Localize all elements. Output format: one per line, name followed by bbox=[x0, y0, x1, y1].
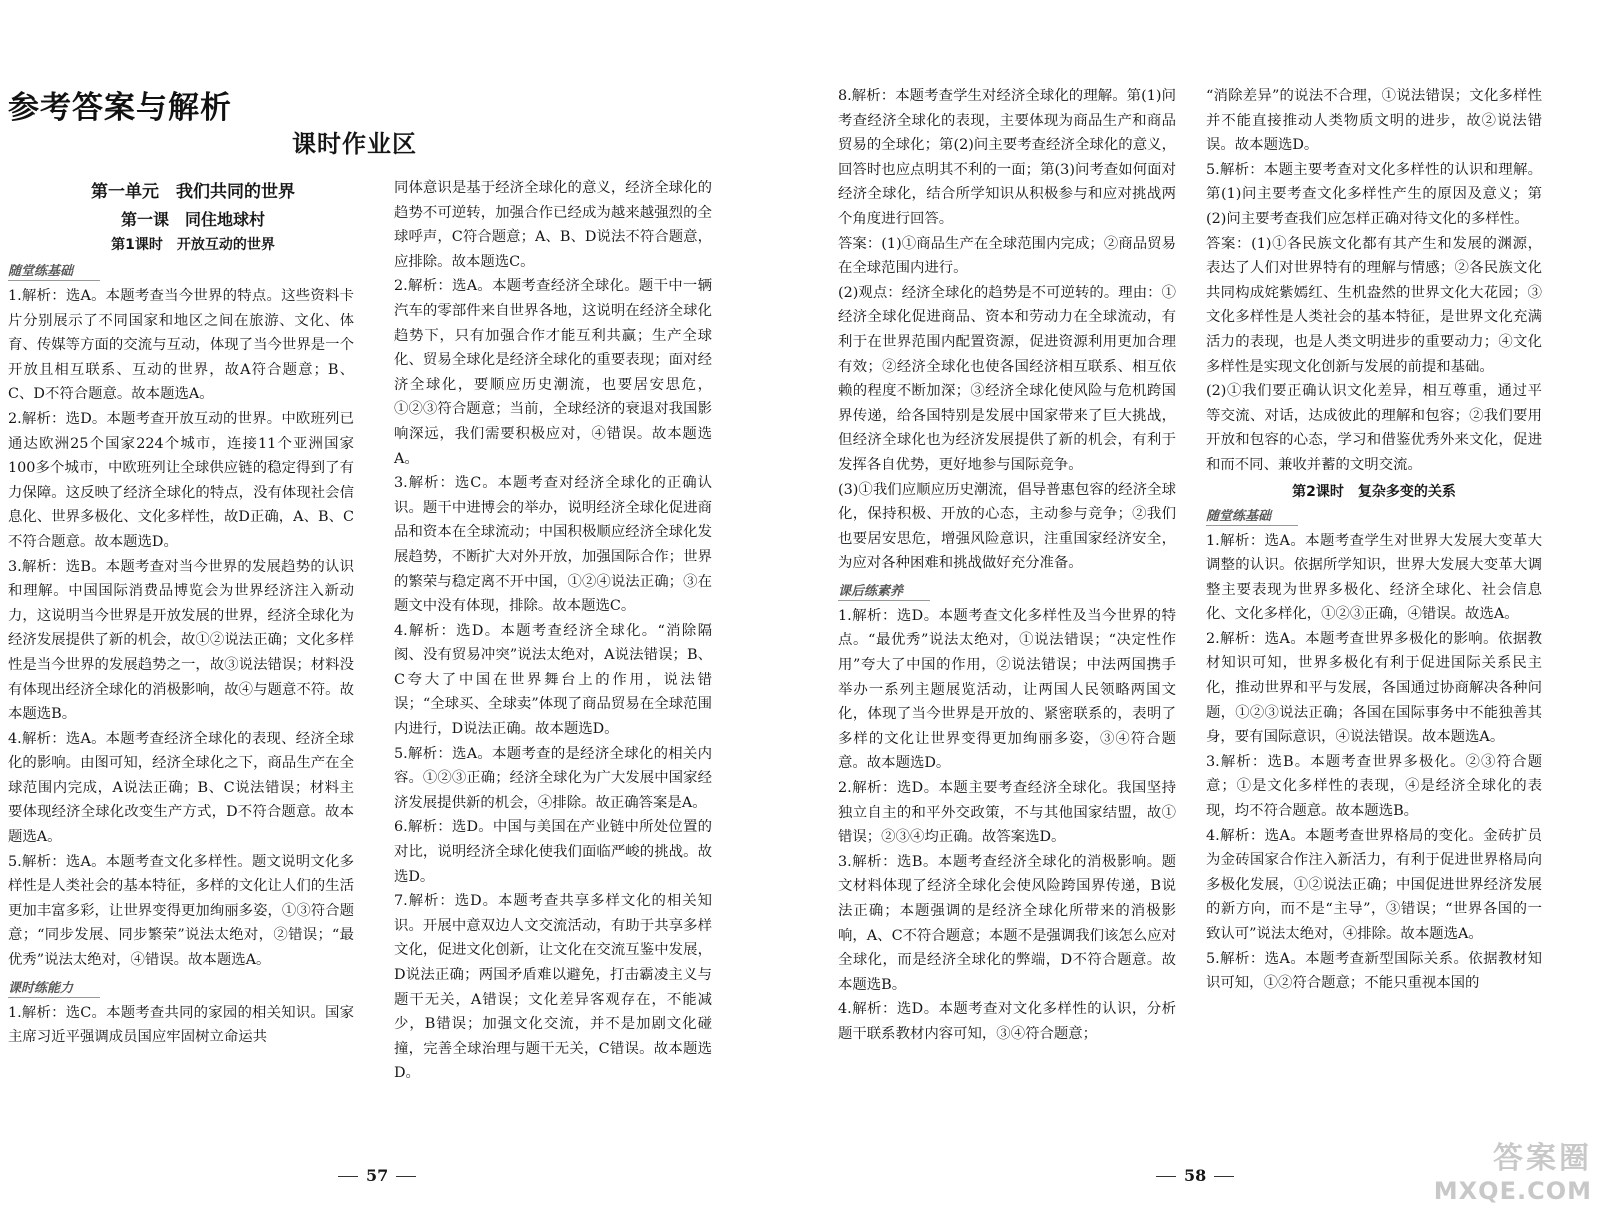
answer-item: 5.解析：选A。本题考查的是经济全球化的相关内容。①②③正确；经济全球化为广大发展中国家经济发展提供新的机会，④排除。故正确答案是A。 bbox=[394, 745, 712, 811]
answer-title: 参考答案与解析 bbox=[8, 90, 232, 126]
right-column-2 bbox=[1206, 84, 1542, 996]
answer-item: 4.解析：选D。本题考查经济全球化。“消除隔阂、没有贸易冲突”说法太绝对，A说法错误；B、C夸大了中国在世界舞台上的作用，说法错误；“全球买、全球卖”体现了商品贸易在全球范围内进行，D说法正确。故本题选D。 bbox=[394, 622, 712, 738]
answer-item: 5.解析：选A。本题考查新型国际关系。依据教材知识可知，①②符合题意；不能只重视本国的 bbox=[1206, 950, 1542, 992]
answer-item: 2.解析：选A。本题考查世界多极化的影响。依据教材知识可知，世界多极化有利于促进国际关系民主化，推动世界和平与发展，各国通过协商解决各种问题，①②③说法正确；各国在国际事务中不能独善其身，要有国际意识，④说法错误。故本题选A。 bbox=[1206, 630, 1542, 746]
answer-item: 3.解析：选B。本题考查经济全球化的消极影响。题文材料体现了经济全球化会使风险跨国界传递，B说法正确；本题强调的是经济全球化所带来的消极影响，A、C不符合题意；本题不是强调我们该怎么应对全球化，而是经济全球化的弊端，D不符合题意。故本题选B。 bbox=[838, 853, 1176, 993]
answer-item: 3.解析：选B。本题考查对当今世界的发展趋势的认识和理解。中国国际消费品博览会为世界经济注入新动力，这说明当今世界是开放发展的世界，经济全球化为经济发展提供了新的机会，故①②说法正确；文化多样性是当今世界的发展趋势之一，故③说法错误；材料没有体现出经济全球化的消极影响，故④与题意不符。故本题选B。 bbox=[8, 558, 354, 723]
answer-item: 1.解析：选A。本题考查当今世界的特点。这些资料卡片分别展示了不同国家和地区之间在旅游、文化、体育、传媒等方面的交流与互动，体现了当今世界是一个开放且相互联系、互动的世界，故A符合题意；B、C、D不符合题意。故本题选A。 bbox=[8, 288, 354, 403]
answer-item: 4.解析：选A。本题考查经济全球化的表现、经济全球化的影响。由图可知，经济全球化之下，商品生产在全球范围内完成，A说法正确；B、C说法错误；材料主要体现经济全球化改变生产方式，D不符合题意。故本题选A。 bbox=[8, 730, 354, 846]
right-page bbox=[800, 0, 1600, 1213]
left-column-2 bbox=[394, 176, 712, 1086]
watermark-line-2: MXQE.COM bbox=[1433, 1177, 1592, 1205]
answer-item: “消除差异”的说法不合理，①说法错误；文化多样性并不能直接推动人类物质文明的进步，故②说法错误。故本题选D。 bbox=[1206, 88, 1542, 154]
answer-item: 2.解析：选A。本题考查经济全球化。题干中一辆汽车的零部件来自世界各地，这说明在经济全球化趋势下，只有加强合作才能互利共赢；生产全球化、贸易全球化是经济全球化的重要表现；面对经济全球化，要顺应历史潮流，也要居安思危，①②③符合题意；当前，全球经济的衰退对我国影响深远，我们需要积极应对，④错误。故本题选A。 bbox=[394, 278, 712, 467]
section-tag-practice-2: 随堂练基础 bbox=[1206, 505, 1298, 526]
section-tag-practice: 随堂练基础 bbox=[8, 260, 100, 281]
zone-title: 课时作业区 bbox=[292, 130, 417, 158]
answer-item: 1.解析：选A。本题考查学生对世界大发展大变革大调整的认识。依据所学知识，世界大发展大变革大调整主要表现为世界多极化、经济全球化、社会信息化、文化多样化，①②③正确，④错误。故选A。 bbox=[1206, 532, 1542, 623]
answer-item: 3.解析：选B。本题考查世界多极化。②③符合题意；①是文化多样性的表现，④是经济全球化的表现，均不符合题意。故本题选B。 bbox=[1206, 753, 1542, 820]
answer-item: 答案：(1)①商品生产在全球范围内完成；②商品贸易在全球范围内进行。 bbox=[838, 235, 1176, 277]
answer-item: 4.解析：选D。本题考查对文化多样性的认识，分析题干联系教材内容可知，③④符合题意； bbox=[838, 1001, 1176, 1042]
period-heading: 第1课时 开放互动的世界 bbox=[111, 237, 275, 253]
unit-heading: 第一单元 我们共同的世界 bbox=[91, 182, 295, 202]
period-heading-2: 第2课时 复杂多变的关系 bbox=[1292, 483, 1456, 500]
answer-item: 2.解析：选D。本题主要考查经济全球化。我国坚持独立自主的和平外交政策，不与其他国家结盟，故①错误；②③④均正确。故答案选D。 bbox=[838, 780, 1176, 846]
answer-item: 4.解析：选A。本题考查世界格局的变化。金砖扩员为金砖国家合作注入新活力，有利于促进世界格局向多极化发展，①②说法正确；中国促进世界经济发展的新方向，而不是“主导”，③错误；“世界各国的一致认可”说法太绝对，④排除。故本题选A。 bbox=[1206, 827, 1542, 942]
right-column-1 bbox=[838, 84, 1176, 1047]
answer-item: (3)①我们应顺应历史潮流，倡导普惠包容的经济全球化，保持积极、开放的心态，主动参与竞争；②我们也要居安思危，增强风险意识，注重国家经济安全，为应对各种困难和挑战做好充分准备。 bbox=[838, 481, 1176, 572]
answer-item: (2)①我们要正确认识文化差异，相互尊重，通过平等交流、对话，达成彼此的理解和包容；②我们要用开放和包容的心态，学习和借鉴优秀外来文化，促进和而不同、兼收并蓄的文明交流。 bbox=[1206, 383, 1542, 473]
section-tag-literacy: 课后练素养 bbox=[838, 580, 930, 601]
page-number-right: 58 bbox=[1148, 1166, 1242, 1185]
answer-item: 2.解析：选D。本题考查开放互动的世界。中欧班列已通达欧洲25个国家224个城市，连接11个亚洲国家100多个城市，中欧班列让全球供应链的稳定得到了有力保障。这反映了经济全球化的特点，没有体现社会信息化、世界多极化、文化多样性，故D正确，A、B、C不符合题意。故本题选D。 bbox=[8, 410, 354, 550]
answer-item: 7.解析：选D。本题考查共享多样文化的相关知识。开展中意双边人文交流活动，有助于共享多样文化，促进文化创新，让文化在交流互鉴中发展，D说法正确；两国矛盾难以避免，打击霸凌主义与题干无关，A错误；文化差异客观存在，不能减少，B错误；加强文化交流，并不是加剧文化碰撞，完善全球治理与题干无关，C错误。故本题选D。 bbox=[394, 893, 712, 1082]
section-tag-ability: 课时练能力 bbox=[8, 977, 100, 998]
left-column-1 bbox=[8, 256, 354, 1050]
site-watermark bbox=[1422, 1133, 1592, 1205]
watermark-line-1: 答案圈 bbox=[1493, 1141, 1592, 1176]
answer-item: 6.解析：选D。中国与美国在产业链中所处位置的对比，说明经济全球化使我们面临严峻的挑战。故选D。 bbox=[394, 819, 712, 885]
answer-item: 答案：(1)①各民族文化都有其产生和发展的渊源，表达了人们对世界特有的理解与情感；②各民族文化共同构成姹紫嫣红、生机盎然的世界文化大花园；③文化多样性是人类社会的基本特征，是世界文化充满活力的表现，也是人类文明进步的重要动力；④文化多样性是实现文化创新与发展的前提和基础。 bbox=[1206, 235, 1542, 375]
answer-item: 同体意识是基于经济全球化的意义，经济全球化的趋势不可逆转，加强合作已经成为越来越强烈的全球呼声，C符合题意；A、B、D说法不符合题意，应排除。故本题选C。 bbox=[394, 180, 712, 270]
page-number-left: 57 bbox=[330, 1166, 424, 1185]
answer-item: (2)观点：经济全球化的趋势是不可逆转的。理由：①经济全球化促进商品、资本和劳动力在全球流动，有利于在世界范围内配置资源，促进资源利用更加合理有效；②经济全球化也使各国经济相互联系、相互依赖的程度不断加深；③经济全球化使风险与危机跨国界传递，给各国特别是发展中国家带来了巨大挑战，但经济全球化也为经济发展提供了新的机会，有利于发挥各自优势，更好地参与国际竞争。 bbox=[838, 284, 1176, 473]
lesson-heading: 第一课 同住地球村 bbox=[120, 210, 265, 229]
answer-item: 8.解析：本题考查学生对经济全球化的理解。第(1)问考查经济全球化的表现，主要体现为商品生产和商品贸易的全球化；第(2)问主要考查经济全球化的意义，回答时也应点明其不利的一面；第(3)问考查如何面对经济全球化，结合所学知识从积极参与和应对挑战两个角度进行回答。 bbox=[838, 88, 1176, 227]
answer-item: 5.解析：本题主要考查对文化多样性的认识和理解。第(1)问主要考查文化多样性产生的原因及意义；第(2)问主要考查我们应怎样正确对待文化的多样性。 bbox=[1206, 161, 1542, 227]
answer-item: 1.解析：选D。本题考查文化多样性及当今世界的特点。“最优秀”说法太绝对，①说法错误；“决定性作用”夸大了中国的作用，②说法错误；中法两国携手举办一系列主题展览活动，让两国人民领略两国文化，体现了当今世界是开放的、紧密联系的，表明了多样的文化让世界变得更加绚丽多姿，③④符合题意。故本题选D。 bbox=[838, 607, 1176, 772]
answer-item: 5.解析：选A。本题考查文化多样性。题文说明文化多样性是人类社会的基本特征，多样的文化让人们的生活更加丰富多彩，让世界变得更加绚丽多姿，①③符合题意；“同步发展、同步繁荣”说法太绝对，②错误；“最优秀”说法太绝对，④错误。故本题选A。 bbox=[8, 853, 354, 969]
answer-item: 3.解析：选C。本题考查对经济全球化的正确认识。题干中进博会的举办，说明经济全球化促进商品和资本在全球流动；中国积极顺应经济全球化发展趋势，不断扩大对外开放，加强国际合作；世界的繁荣与稳定离不开中国，①②④说法正确；③在题文中没有体现，排除。故本题选C。 bbox=[394, 475, 712, 615]
answer-item: 1.解析：选C。本题考查共同的家园的相关知识。国家主席习近平强调成员国应牢固树立命运共 bbox=[8, 1004, 354, 1046]
